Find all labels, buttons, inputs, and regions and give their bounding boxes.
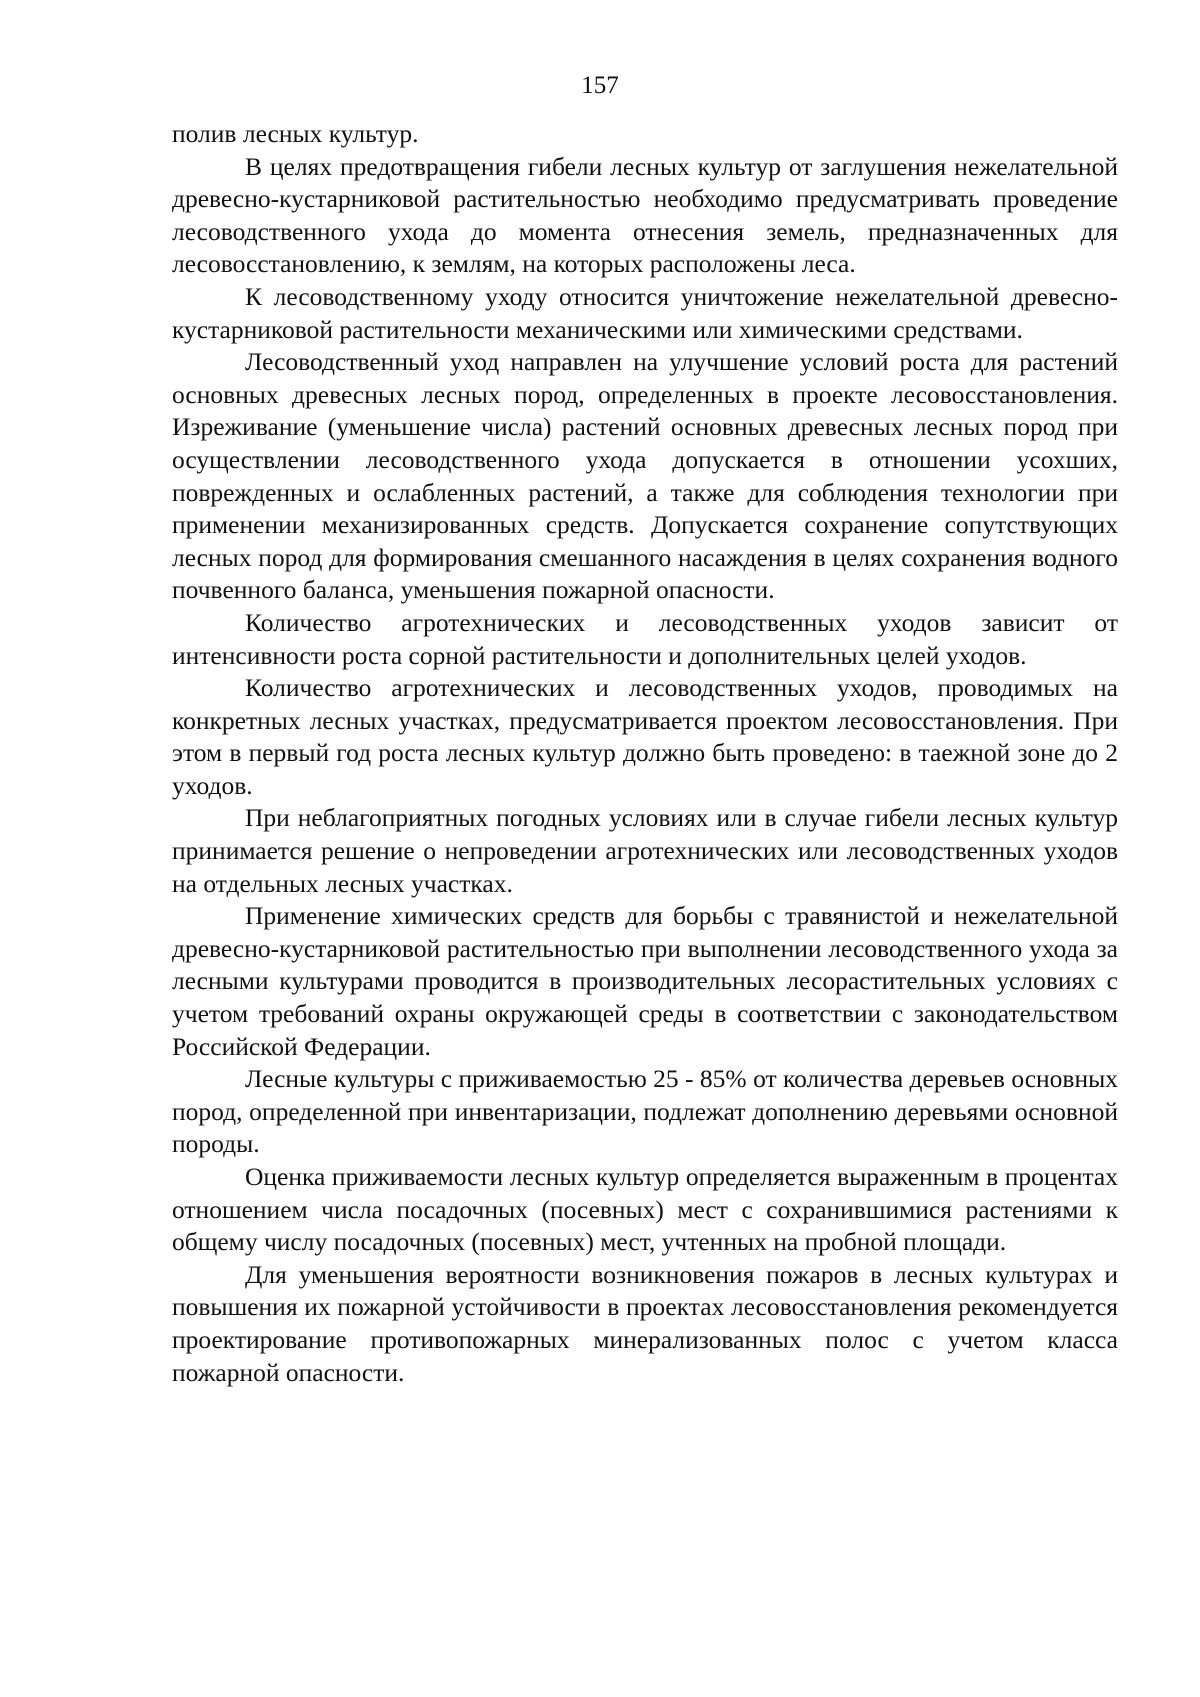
paragraph: Количество агротехнических и лесоводственных уходов, проводимых на конкретных лесных участках, предусматривается проектом лесовосстановления. При этом в первый год роста лесных культур должно быть проведено: в таежной зоне до 2 уходов.	[172, 673, 1118, 800]
paragraph: Применение химических средств для борьбы с травянистой и нежелательной древесно-кустарниковой растительностью при выполнении лесоводственного ухода за лесными культурами проводится в производительных лесорастительных условиях с учетом требований охраны окружающей среды в соответствии с законодательством Российской Федерации.	[172, 901, 1118, 1061]
paragraph: Количество агротехнических и лесоводственных уходов зависит от интенсивности роста сорной растительности и дополнительных целей уходов.	[172, 607, 1118, 670]
page-number: 157	[581, 72, 619, 99]
paragraph-continuation: полив лесных культур.	[172, 119, 419, 148]
paragraph: Оценка приживаемости лесных культур определяется выраженным в процентах отношением числа посадочных (посевных) мест с сохранившимися растениями к общему числу посадочных (посевных) мест, учтенных на пробной площади.	[172, 1162, 1118, 1257]
paragraph: Лесные культуры с приживаемостью 25 - 85% от количества деревьев основных пород, определенной при инвентаризации, подлежат дополнению деревьями основной породы.	[172, 1064, 1118, 1159]
paragraph: Лесоводственный уход направлен на улучшение условий роста для растений основных древесных лесных пород, определенных в проекте лесовосстановления. Изреживание (уменьшение числа) растений основных древесных лесных пород при осуществлении лесоводственного ухода допускается в отношении усохших, поврежденных и ослабленных растений, а также для соблюдения технологии при применении механизированных средств. Допускается сохранение сопутствующих лесных пород для формирования смешанного насаждения в целях сохранения водного почвенного баланса, уменьшения пожарной опасности.	[172, 347, 1118, 605]
paragraph: В целях предотвращения гибели лесных культур от заглушения нежелательной древесно-кустарниковой растительностью необходимо предусматривать проведение лесоводственного ухода до момента отнесения земель, предназначенных для лесовосстановлению, к землям, на которых расположены леса.	[172, 151, 1118, 279]
paragraph: Для уменьшения вероятности возникновения пожаров в лесных культурах и повышения их пожарной устойчивости в проектах лесовосстановления рекомендуется проектирование противопожарных минерализованных полос с учетом класса пожарной опасности.	[172, 1259, 1118, 1387]
document-body	[172, 118, 1118, 1389]
paragraph: К лесоводственному уходу относится уничтожение нежелательной древесно-кустарниковой растительности механическими или химическими средствами.	[172, 281, 1118, 344]
paragraph: При неблагоприятных погодных условиях или в случае гибели лесных культур принимается решение о непроведении агротехнических или лесоводственных уходов на отдельных лесных участках.	[172, 803, 1118, 898]
